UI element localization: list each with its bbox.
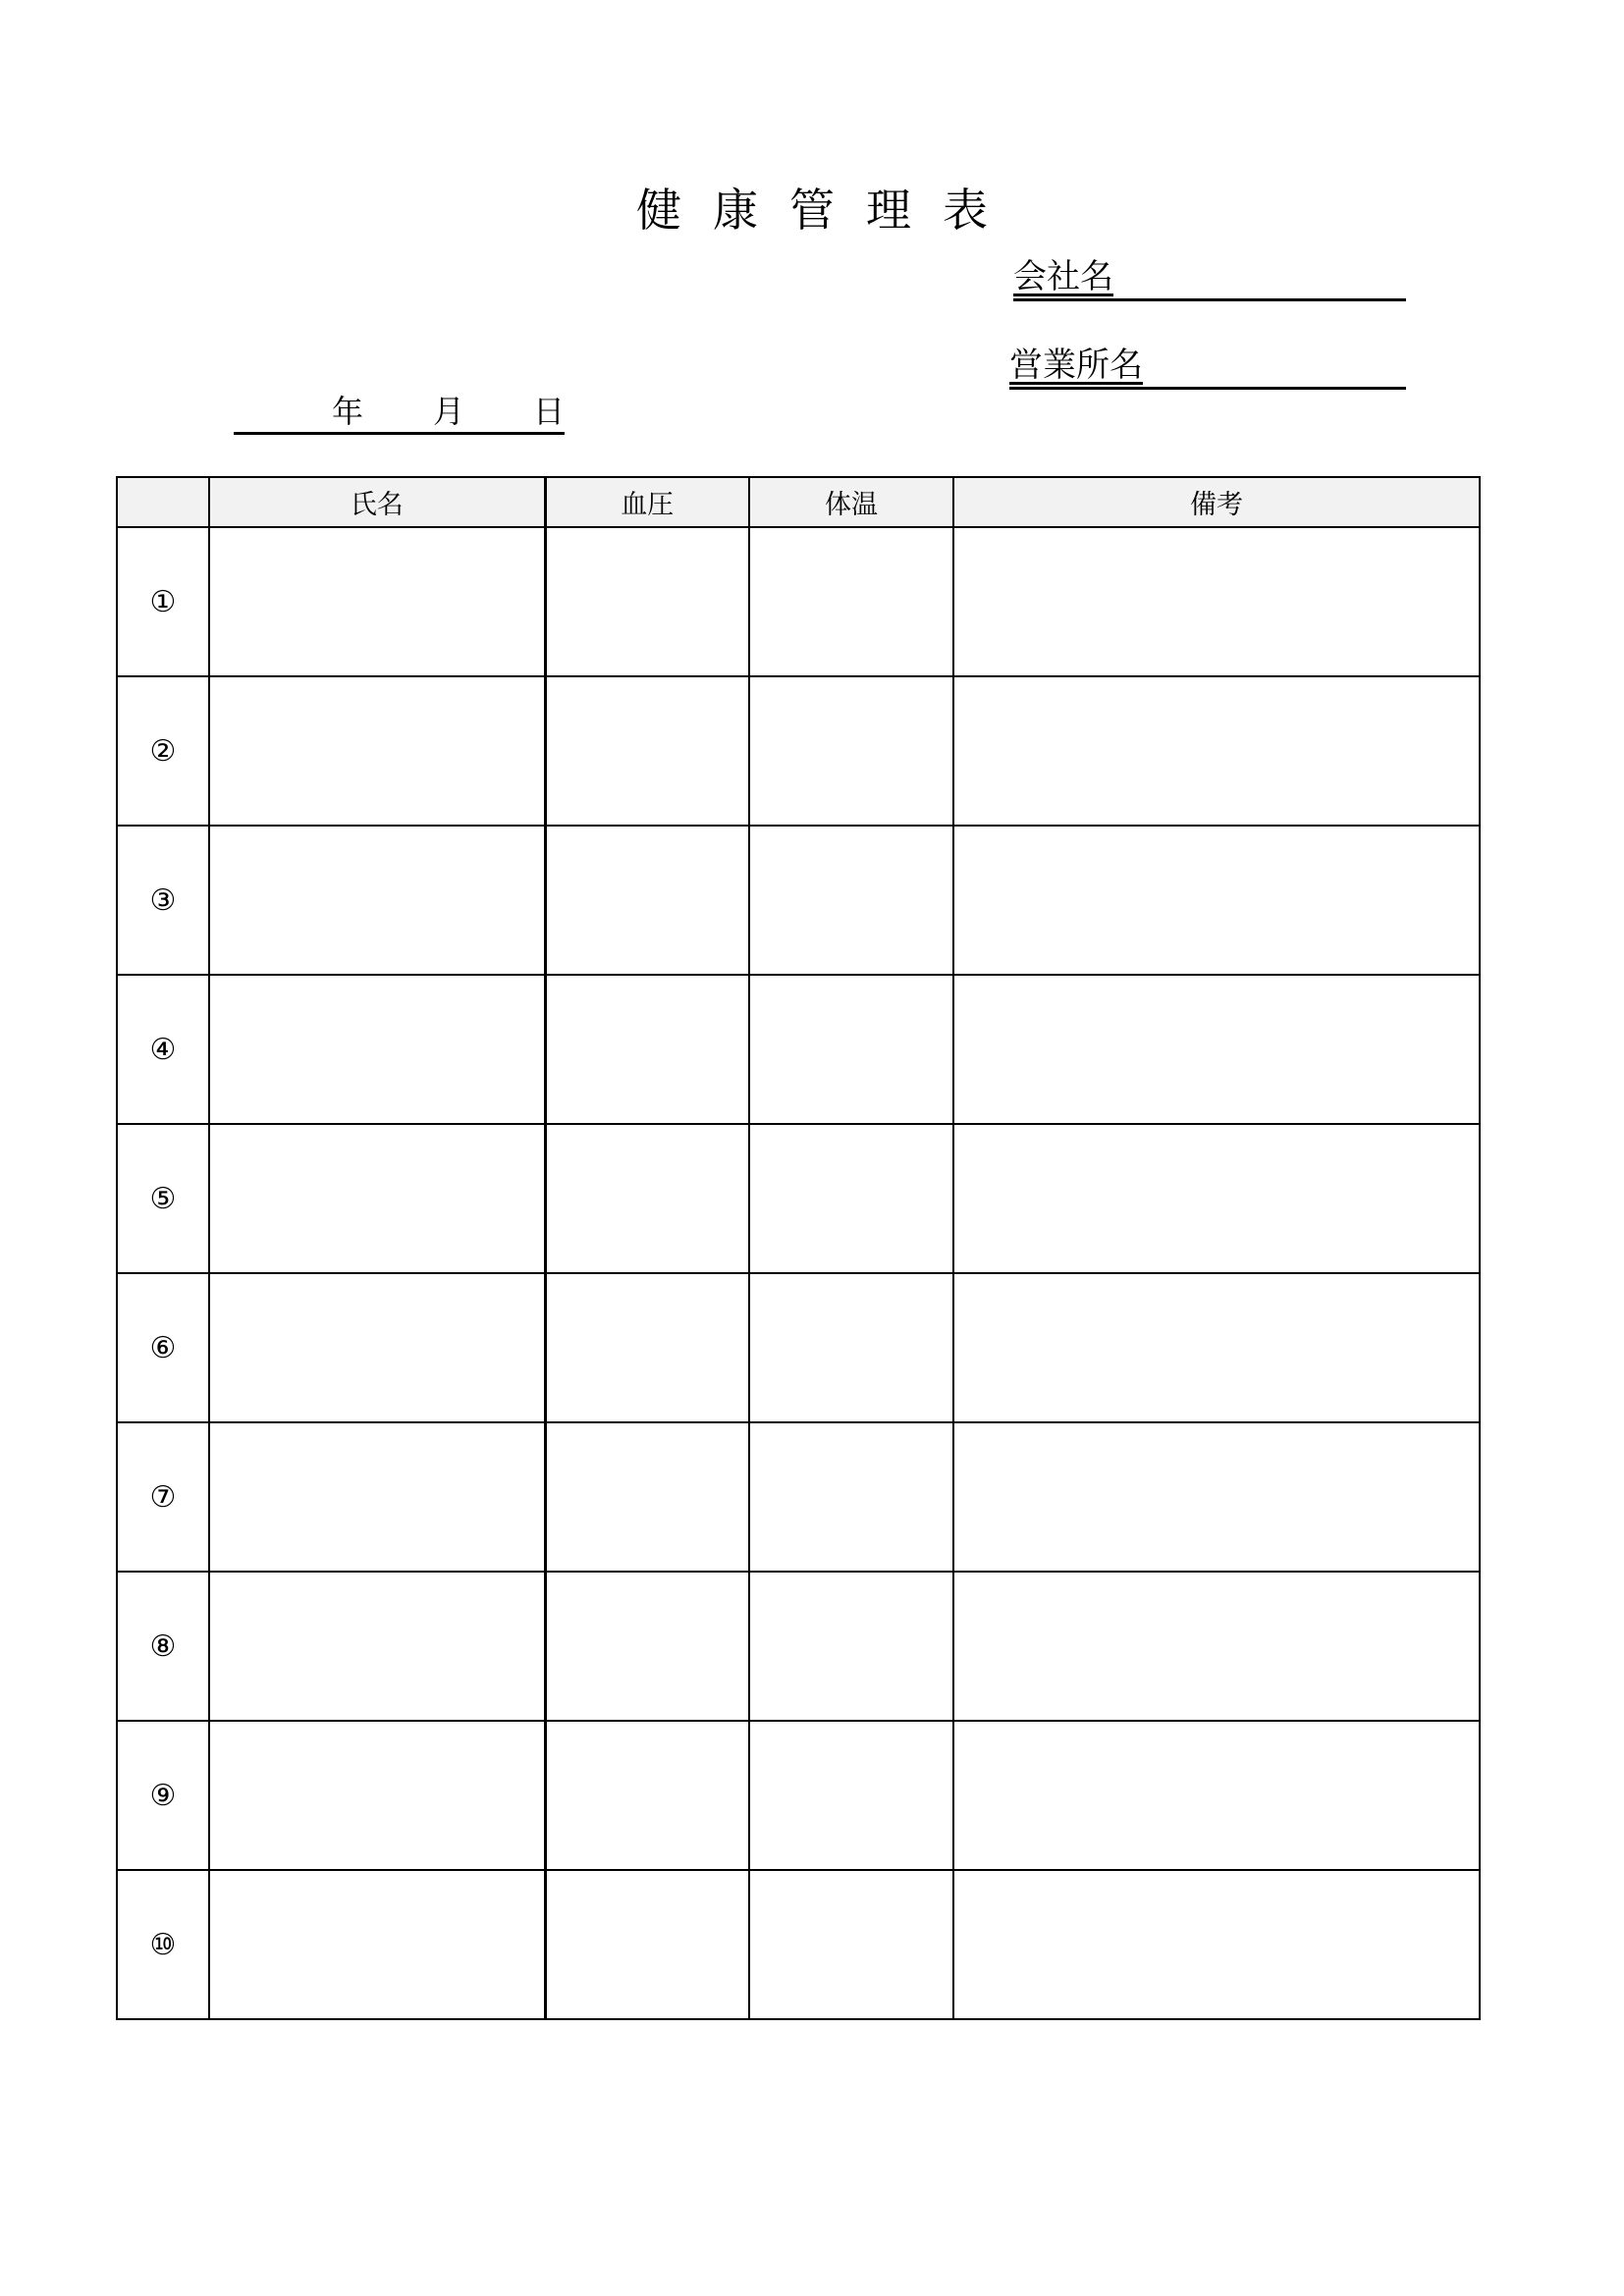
table-row: [117, 1572, 1480, 1721]
temperature-cell[interactable]: [749, 527, 953, 676]
table-row: [117, 1422, 1480, 1572]
temperature-cell[interactable]: [749, 1870, 953, 2019]
temperature-cell[interactable]: [749, 1721, 953, 1870]
row-number: ⑩: [117, 1870, 209, 2019]
notes-cell[interactable]: [953, 1273, 1480, 1422]
company-name-field[interactable]: [1013, 257, 1406, 301]
page-title: [0, 175, 1624, 240]
temperature-cell[interactable]: [749, 1124, 953, 1273]
date-year-label: 年: [332, 393, 364, 430]
table-header-row: [117, 477, 1480, 527]
notes-cell[interactable]: [953, 527, 1480, 676]
name-cell[interactable]: [209, 975, 545, 1124]
title-char: 管: [789, 184, 835, 237]
date-field[interactable]: [234, 393, 565, 435]
name-cell[interactable]: [209, 1572, 545, 1721]
temperature-cell[interactable]: [749, 826, 953, 975]
notes-cell[interactable]: [953, 1572, 1480, 1721]
row-number: ⑨: [117, 1721, 209, 1870]
row-number: ⑦: [117, 1422, 209, 1572]
title-char: 健: [636, 184, 681, 237]
table-row: [117, 1124, 1480, 1273]
temperature-cell[interactable]: [749, 1572, 953, 1721]
row-number: ⑧: [117, 1572, 209, 1721]
date-month-label: 月: [433, 393, 465, 430]
table-row: [117, 975, 1480, 1124]
notes-cell[interactable]: [953, 676, 1480, 826]
blood-pressure-cell[interactable]: [545, 676, 749, 826]
notes-cell[interactable]: [953, 1870, 1480, 2019]
column-header-name: 氏名: [209, 477, 545, 527]
blood-pressure-cell[interactable]: [545, 1572, 749, 1721]
row-number: ⑤: [117, 1124, 209, 1273]
notes-cell[interactable]: [953, 1721, 1480, 1870]
row-number: ②: [117, 676, 209, 826]
name-cell[interactable]: [209, 1721, 545, 1870]
temperature-cell[interactable]: [749, 676, 953, 826]
notes-cell[interactable]: [953, 1422, 1480, 1572]
name-cell[interactable]: [209, 1124, 545, 1273]
row-number: ③: [117, 826, 209, 975]
table-row: [117, 1870, 1480, 2019]
blood-pressure-cell[interactable]: [545, 1273, 749, 1422]
column-header-temperature: 体温: [749, 477, 953, 527]
table-row: [117, 527, 1480, 676]
row-number: ①: [117, 527, 209, 676]
blood-pressure-cell[interactable]: [545, 826, 749, 975]
office-name-field[interactable]: [1009, 346, 1406, 390]
temperature-cell[interactable]: [749, 1273, 953, 1422]
blood-pressure-cell[interactable]: [545, 1721, 749, 1870]
table-row: [117, 826, 1480, 975]
name-cell[interactable]: [209, 1422, 545, 1572]
company-name-label: 会社名: [1013, 257, 1113, 296]
row-number: ④: [117, 975, 209, 1124]
date-day-label: 日: [533, 393, 566, 430]
office-name-label: 営業所名: [1009, 346, 1143, 385]
notes-cell[interactable]: [953, 1124, 1480, 1273]
name-cell[interactable]: [209, 676, 545, 826]
notes-cell[interactable]: [953, 826, 1480, 975]
table-row: [117, 676, 1480, 826]
name-cell[interactable]: [209, 1870, 545, 2019]
title-char: 理: [866, 184, 911, 237]
blood-pressure-cell[interactable]: [545, 1870, 749, 2019]
blood-pressure-cell[interactable]: [545, 1124, 749, 1273]
blood-pressure-cell[interactable]: [545, 975, 749, 1124]
column-header-number: [117, 477, 209, 527]
temperature-cell[interactable]: [749, 975, 953, 1124]
column-header-notes: 備考: [953, 477, 1480, 527]
health-table: [116, 476, 1481, 2020]
name-cell[interactable]: [209, 1273, 545, 1422]
column-header-blood-pressure: 血圧: [545, 477, 749, 527]
temperature-cell[interactable]: [749, 1422, 953, 1572]
blood-pressure-cell[interactable]: [545, 527, 749, 676]
name-cell[interactable]: [209, 826, 545, 975]
title-char: 康: [713, 184, 758, 237]
table-row: [117, 1273, 1480, 1422]
notes-cell[interactable]: [953, 975, 1480, 1124]
title-char: 表: [943, 184, 988, 237]
blood-pressure-cell[interactable]: [545, 1422, 749, 1572]
row-number: ⑥: [117, 1273, 209, 1422]
name-cell[interactable]: [209, 527, 545, 676]
table-row: [117, 1721, 1480, 1870]
